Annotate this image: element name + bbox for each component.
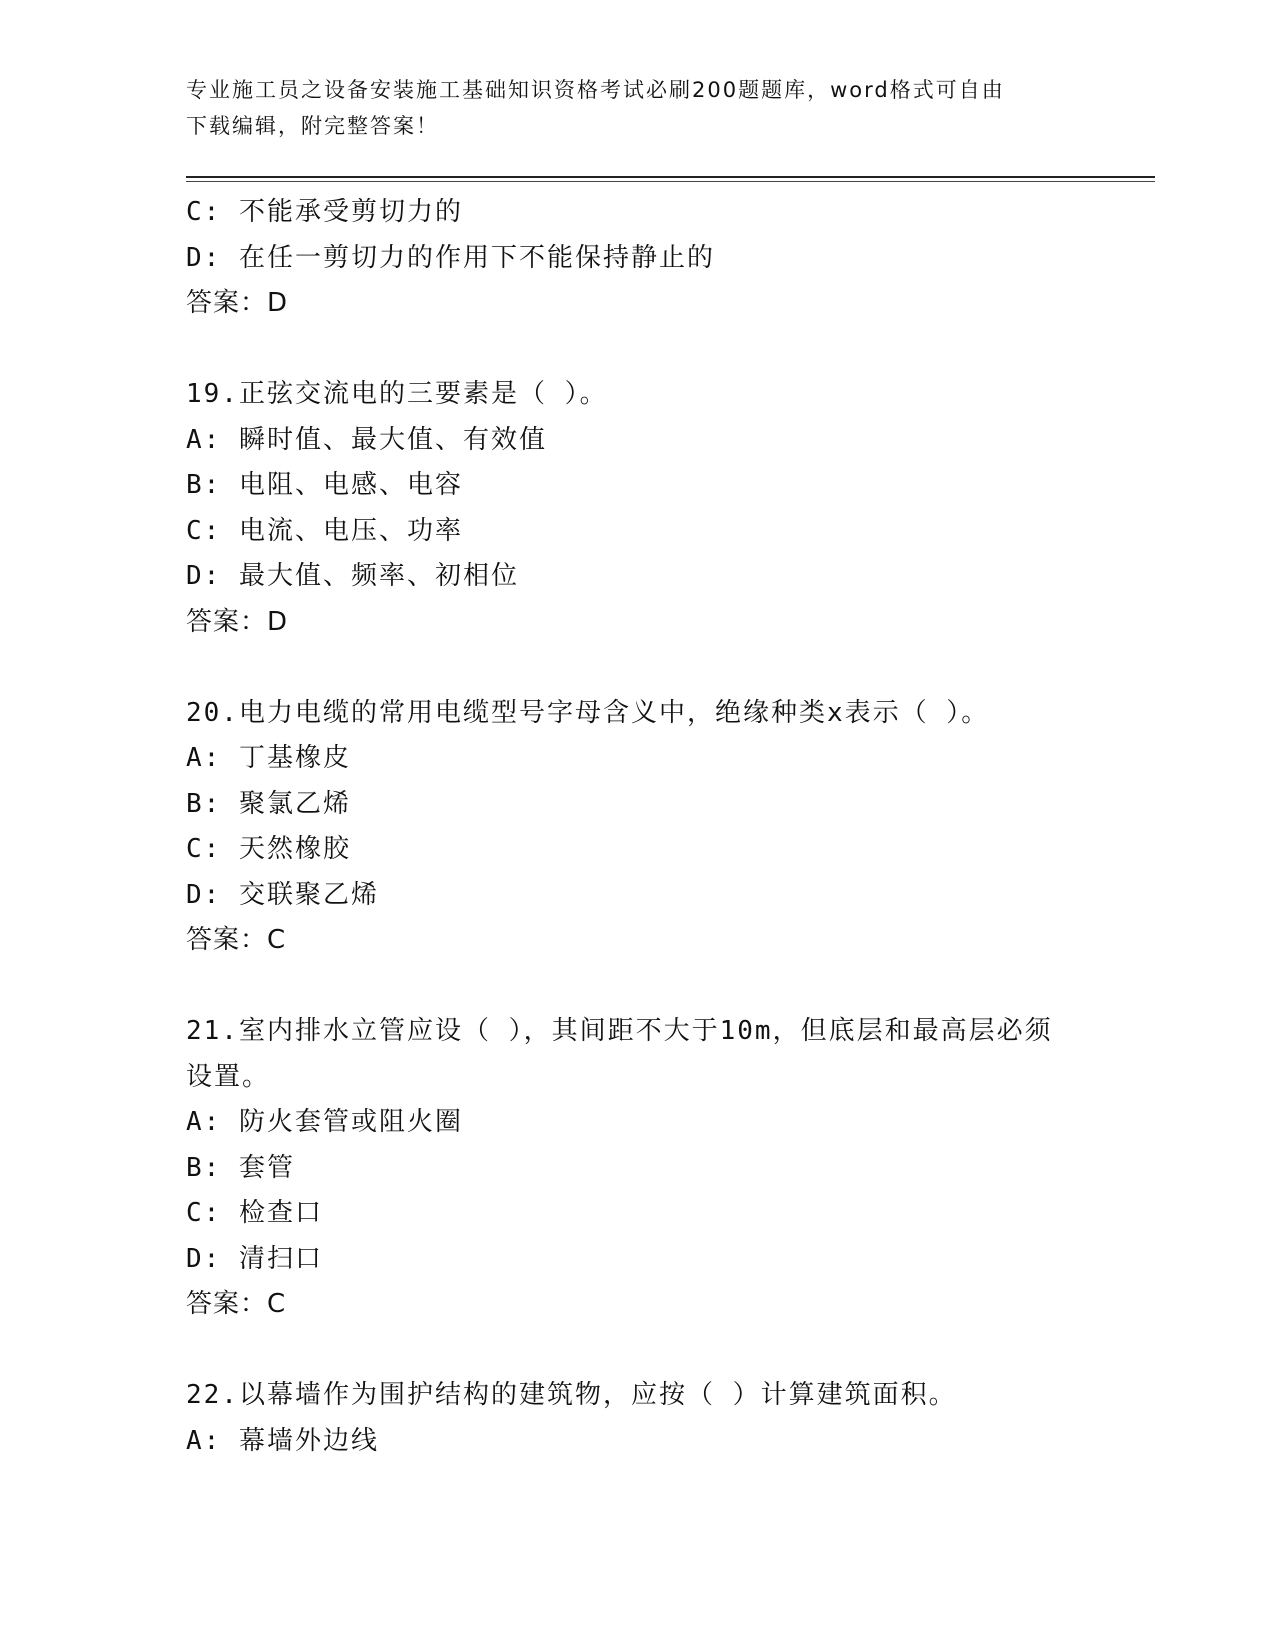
question-block-22 — [186, 1373, 1155, 1464]
option-c: C: 不能承受剪切力的 — [186, 197, 463, 227]
document-header — [186, 72, 1086, 144]
question-text-line-1: 21.室内排水立管应设（ ），其间距不大于10m，但底层和最高层必须 — [186, 1016, 1053, 1046]
spacer — [186, 1328, 1155, 1374]
option-c: C: 天然橡胶 — [186, 834, 351, 864]
question-block-21 — [186, 1009, 1155, 1328]
answer-line: 答案：D — [186, 288, 289, 318]
question-text: 20.电力电缆的常用电缆型号字母含义中，绝缘种类x表示（ ）。 — [186, 697, 990, 728]
question-block-18 — [186, 190, 1155, 327]
spacer — [186, 964, 1155, 1010]
option-b: B: 聚氯乙烯 — [186, 788, 351, 819]
option-a: A: 瞬时值、最大值、有效值 — [186, 424, 547, 455]
option-a: A: 丁基橡皮 — [186, 743, 351, 773]
option-c: C: 电流、电压、功率 — [186, 515, 463, 546]
option-b: B: 套管 — [186, 1152, 295, 1183]
header-divider-thin — [186, 181, 1155, 182]
spacer — [186, 645, 1155, 691]
option-b: B: 电阻、电感、电容 — [186, 470, 463, 500]
spacer — [186, 327, 1155, 373]
question-text: 19.正弦交流电的三要素是（ ）。 — [186, 379, 608, 409]
option-d: D: 在任一剪切力的作用下不能保持静止的 — [186, 242, 715, 273]
option-a: A: 防火套管或阻火圈 — [186, 1107, 463, 1137]
question-block-20 — [186, 691, 1155, 964]
question-block-19 — [186, 372, 1155, 645]
answer-line: 答案：C — [186, 925, 287, 955]
question-list — [186, 190, 1155, 1464]
option-c: C: 检查口 — [186, 1198, 323, 1228]
answer-line: 答案：C — [186, 1289, 287, 1319]
header-divider-thick — [186, 176, 1155, 178]
answer-line: 答案：D — [186, 606, 289, 637]
question-text: 22.以幕墙作为围护结构的建筑物，应按（ ）计算建筑面积。 — [186, 1380, 957, 1410]
option-d: D: 最大值、频率、初相位 — [186, 561, 519, 591]
option-a: A: 幕墙外边线 — [186, 1425, 379, 1456]
question-text-line-2: 设置。 — [186, 1061, 271, 1092]
header-title-line-1: 专业施工员之设备安装施工基础知识资格考试必刷200题题库，word格式可自由 — [186, 78, 1005, 102]
option-d: D: 交联聚乙烯 — [186, 879, 379, 910]
option-d: D: 清扫口 — [186, 1243, 323, 1274]
header-title-line-2: 下载编辑，附完整答案！ — [186, 114, 439, 138]
